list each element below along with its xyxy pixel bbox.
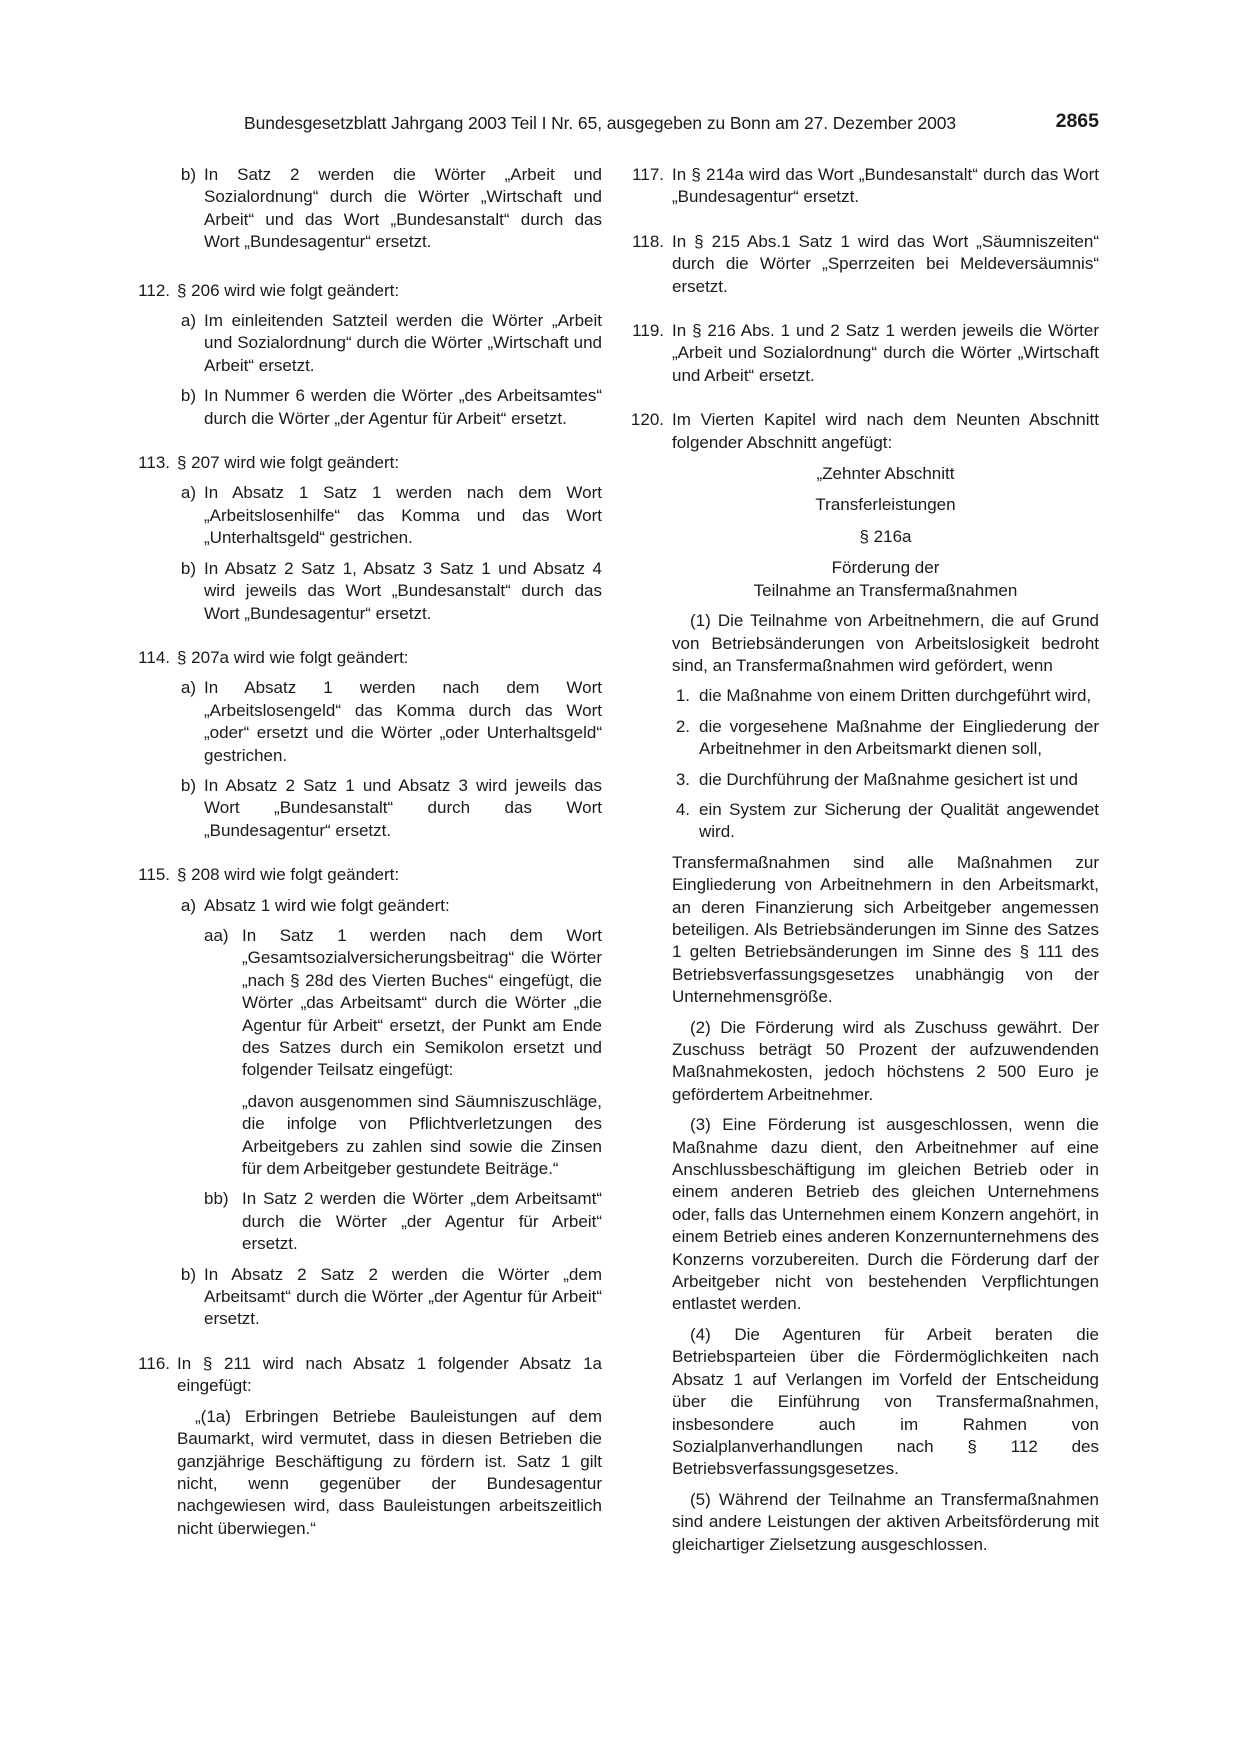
item-114 xyxy=(132,647,602,842)
subsection-2: (2) Die Förderung wird als Zuschuss gewährt. Der Zuschuss beträgt 50 Prozent der aufzuwendenden Maßnahmekosten, jedoch höchstens 2 500 Euro je gefördertem Arbeitnehmer. xyxy=(672,1017,1099,1104)
list-label: 4. xyxy=(675,799,690,819)
paragraph-title-line1: Förderung der xyxy=(831,558,940,578)
item-number: 112. xyxy=(138,280,170,300)
item-113 xyxy=(132,452,602,625)
item-116 xyxy=(132,1353,602,1540)
list-label: 3. xyxy=(675,769,690,789)
list-item xyxy=(672,685,1099,707)
subitem-text: In Absatz 2 Satz 2 werden die Wörter „dem Arbeitsamt“ durch die Wörter „der Agentur für Arbeit“ ersetzt. xyxy=(204,1264,602,1329)
subitem-label: b) xyxy=(180,386,196,406)
item-117 xyxy=(629,164,1099,209)
list-text: die Maßnahme von einem Dritten durchgeführt wird, xyxy=(699,686,1092,706)
item-text: Im Vierten Kapitel wird nach dem Neunten Abschnitt folgender Abschnitt angefügt: xyxy=(672,410,1099,452)
subitem-text: Im einleitenden Satzteil werden die Wörter „Arbeit und Sozialordnung“ durch die Wörter „Wirtschaft und Arbeit“ ersetzt. xyxy=(204,311,602,375)
item-number: 119. xyxy=(632,321,664,341)
section-title: Transferleistungen xyxy=(815,495,956,515)
subitem-text: In Absatz 1 werden nach dem Wort „Arbeitslosengeld“ das Komma durch das Wort „oder“ ersetzt und die Wörter „oder Unterhaltsgeld“ gestrichen. xyxy=(204,678,602,765)
subitem-label: aa) xyxy=(204,925,229,945)
item-text: In § 215 Abs.1 Satz 1 wird das Wort „Säumniszeiten“ durch die Wörter „Sperrzeiten bei Meldeversäumnis“ ersetzt. xyxy=(672,231,1099,296)
right-column xyxy=(629,164,1099,1556)
subitem-text: In Satz 2 werden die Wörter „Arbeit und Sozialordnung“ durch die Wörter „Wirtschaft und Arbeit“ und das Wort „Bundesanstalt“ durch das Wort „Bundesagentur“ ersetzt. xyxy=(204,165,602,252)
subitem-b xyxy=(177,1264,602,1331)
page-header xyxy=(244,112,1099,138)
subsection-1: (1) Die Teilnahme von Arbeitnehmern, die auf Grund von Betriebsänderungen von Arbeitslosigkeit bedroht sind, an Transfermaßnahmen wird gefördert, wenn xyxy=(672,611,1099,675)
subsection-4: (4) Die Agenturen für Arbeit beraten die Betriebsparteien über die Fördermöglichkeiten nach Absatz 1 auf Verlangen im Vorfeld der Entscheidung über die Einführung von Transfermaßnahmen, insbesondere auch im Rahmen von Sozialplanverhandlungen nach § 112 des Betriebsverfassungsgesetzes. xyxy=(672,1324,1099,1479)
subitem-a xyxy=(177,482,602,549)
subitem-b xyxy=(177,775,602,842)
subitem-text: In Satz 2 werden die Wörter „dem Arbeitsamt“ durch die Wörter „der Agentur für Arbeit“ ersetzt. xyxy=(242,1189,602,1254)
item-112 xyxy=(132,280,602,430)
inserted-paragraph: „(1a) Erbringen Betriebe Bauleistungen auf dem Baumarkt, wird vermutet, dass in diesen Betrieben die ganzjährige Beschäftigung zu fördern ist. Satz 1 gilt nicht, wenn gegenüber der Bundesagentur nachgewiesen wird, dass Bauleistungen arbeitszeitlich nicht überwiegen.“ xyxy=(177,1406,602,1538)
subitem-bb xyxy=(204,1188,602,1255)
item-text: In § 211 wird nach Absatz 1 folgender Absatz 1a eingefügt: xyxy=(177,1353,602,1396)
page-number: 2865 xyxy=(1055,110,1099,132)
item-text: In § 216 Abs. 1 und 2 Satz 1 werden jeweils die Wörter „Arbeit und Sozialordnung“ durch die Wörter „Wirtschaft und Arbeit“ ersetzt. xyxy=(672,321,1099,385)
subitem-a xyxy=(177,677,602,767)
list-text: die Durchführung der Maßnahme gesichert ist und xyxy=(699,769,1078,789)
item-number: 114. xyxy=(138,647,170,667)
subitem-label: b) xyxy=(180,165,196,184)
item-number: 116. xyxy=(138,1353,170,1373)
item-118 xyxy=(629,231,1099,298)
item-number: 113. xyxy=(138,453,170,473)
subitem-text: In Absatz 2 Satz 1, Absatz 3 Satz 1 und Absatz 4 wird jeweils das Wort „Bundesanstalt“ durch das Wort „Bundesagentur“ ersetzt. xyxy=(204,558,602,623)
paragraph-number: § 216a xyxy=(859,526,912,546)
item-text: § 206 wird wie folgt geändert: xyxy=(177,280,400,300)
subitem-label: a) xyxy=(180,311,196,331)
list-item xyxy=(672,799,1099,844)
subitem-text: In Absatz 1 Satz 1 werden nach dem Wort „Arbeitslosenhilfe“ das Komma und das Wort „Unterhaltsgeld“ gestrichen. xyxy=(204,483,602,548)
subitem-a xyxy=(177,895,602,1256)
item-120 xyxy=(629,409,1099,1556)
subitem-label: a) xyxy=(180,895,196,915)
paragraph-title-line2: Teilnahme an Transfermaßnahmen xyxy=(753,580,1018,600)
item-continuation xyxy=(132,164,602,254)
item-number: 115. xyxy=(138,865,170,885)
subsection-3: (3) Eine Förderung ist ausgeschlossen, wenn die Maßnahme dazu dient, den Arbeitnehmer auf eine Anschlussbeschäftigung im gleichen Betrieb oder in einem anderen Betrieb des gleichen Unternehmens oder, falls das Unternehmen einem Konzern angehört, in einem Betrieb eines anderen Konzernunternehmens des Konzerns vorzubereiten. Durch die Förderung darf der Arbeitgeber nicht von bestehenden Verpflichtungen entlastet werden. xyxy=(672,1115,1099,1314)
item-text: § 207 wird wie folgt geändert: xyxy=(177,453,400,473)
list-item xyxy=(672,769,1099,791)
subitem-text: In Nummer 6 werden die Wörter „des Arbeitsamtes“ durch die Wörter „der Agentur für Arbeit“ ersetzt. xyxy=(204,386,602,428)
item-number: 117. xyxy=(632,165,664,184)
item-115 xyxy=(132,864,602,1331)
subitem-text: In Satz 1 werden nach dem Wort „Gesamtsozialversicherungsbeitrag“ die Wörter „nach § 28d des Vierten Buches“ eingefügt, die Wörter „das Arbeitsamt“ durch die Wörter „die Agentur für Arbeit“ ersetzt, der Punkt am Ende des Satzes durch ein Semikolon ersetzt und folgender Teilsatz eingefügt: xyxy=(242,925,602,1080)
section-heading: „Zehnter Abschnitt xyxy=(816,464,955,484)
subitem-b xyxy=(177,558,602,625)
item-text: § 208 wird wie folgt geändert: xyxy=(177,865,400,885)
subsection-5: (5) Während der Teilnahme an Transfermaßnahmen sind andere Leistungen der aktiven Arbeitsförderung mit gleichartiger Zielsetzung ausgeschlossen. xyxy=(672,1489,1099,1554)
item-119 xyxy=(629,320,1099,387)
list-label: 1. xyxy=(675,686,690,706)
item-text: In § 214a wird das Wort „Bundesanstalt“ durch das Wort „Bundesagentur“ ersetzt. xyxy=(672,165,1099,207)
subsection-1-continuation: Transfermaßnahmen sind alle Maßnahmen zur Eingliederung von Arbeitnehmern in den Arbeitsmarkt, an deren Finanzierung sich Arbeitgeber angemessen beteiligen. Als Betriebsänderungen im Sinne des Satzes 1 gelten Betriebsänderungen im Sinne des § 111 des Betriebsverfassungsgesetzes unabhängig von der Unternehmensgröße. xyxy=(672,852,1099,1007)
gazette-title: Bundesgesetzblatt Jahrgang 2003 Teil I Nr. 65, ausgegeben zu Bonn am 27. Dezember 2003 xyxy=(244,113,956,133)
subitem-label: b) xyxy=(180,1264,196,1284)
subitem-text: In Absatz 2 Satz 1 und Absatz 3 wird jeweils das Wort „Bundesanstalt“ durch das Wort „Bundesagentur“ ersetzt. xyxy=(204,775,602,840)
subitem-a xyxy=(177,310,602,377)
subitem-b xyxy=(177,385,602,430)
inserted-clause: „davon ausgenommen sind Säumniszuschläge, die infolge von Pflichtverletzungen des Arbeitgebers zu zahlen sind sowie die Zinsen für dem Arbeitgeber gestundete Beiträge.“ xyxy=(242,1091,602,1179)
subitem-label: b) xyxy=(180,775,196,795)
subitem-b xyxy=(177,164,602,254)
list-item xyxy=(672,716,1099,761)
item-number: 118. xyxy=(632,231,664,251)
item-text: § 207a wird wie folgt geändert: xyxy=(177,647,409,667)
item-number: 120. xyxy=(630,410,664,430)
subitem-text: Absatz 1 wird wie folgt geändert: xyxy=(204,895,450,915)
list-label: 2. xyxy=(675,716,690,736)
subitem-label: a) xyxy=(180,483,196,503)
subitem-label: bb) xyxy=(204,1189,229,1209)
subitem-label: a) xyxy=(180,678,196,698)
subitem-aa xyxy=(204,925,602,1180)
left-column xyxy=(132,164,602,1540)
subitem-label: b) xyxy=(180,558,196,578)
list-text: ein System zur Sicherung der Qualität angewendet wird. xyxy=(699,799,1099,842)
list-text: die vorgesehene Maßnahme der Eingliederung der Arbeitnehmer in den Arbeitsmarkt dienen soll, xyxy=(699,716,1099,759)
